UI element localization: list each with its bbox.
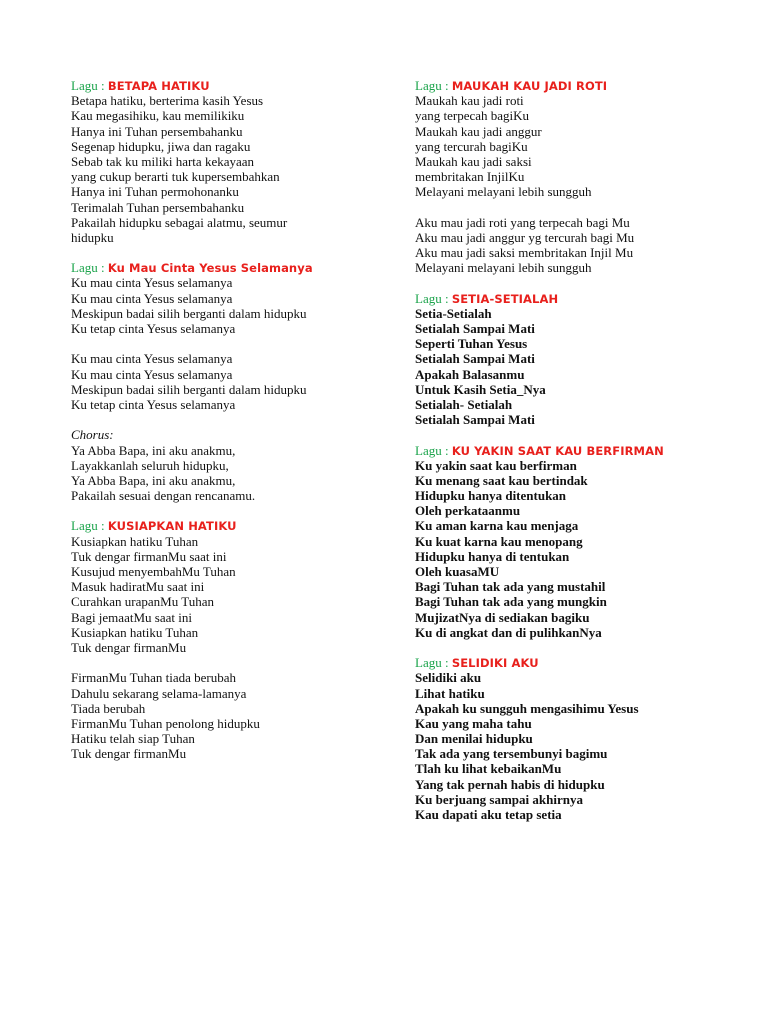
stanza-gap <box>71 336 371 351</box>
song-title <box>415 443 715 458</box>
lyric-line: Ku menang saat kau bertindak <box>415 472 588 488</box>
lyric-line: Ku mau cinta Yesus selamanya <box>71 366 233 382</box>
lyric-line: Ku kuat karna kau menopang <box>415 533 583 549</box>
lyric-line: Hidupku hanya ditentukan <box>415 488 567 504</box>
lyric-line: Oleh perkataanmu <box>415 503 521 519</box>
song-title-prefix: Lagu : <box>71 518 108 534</box>
lyric-line: Oleh kuasaMU <box>415 564 500 579</box>
song-title-prefix: Lagu : <box>415 78 452 93</box>
song-title <box>415 78 715 93</box>
lyric-line: Bagi Tuhan tak ada yang mustahil <box>415 579 606 595</box>
lyric-line: Kau yang maha tahu <box>415 715 532 731</box>
lyric-line: Seperti Tuhan Yesus <box>415 336 528 352</box>
song-title-prefix: Lagu : <box>71 260 108 276</box>
lyric-line: Aku mau jadi roti yang terpecah bagi Mu <box>415 214 630 230</box>
song-title <box>415 655 715 670</box>
lyric-line: Bagi jemaatMu saat ini <box>71 609 192 625</box>
stanza-gap <box>415 200 715 215</box>
lyric-line: Meskipun badai silih berganti dalam hidupku <box>71 305 307 321</box>
lyric-line: Untuk Kasih Setia_Nya <box>415 381 546 397</box>
stanza-gap <box>71 655 371 670</box>
lyric-line: Betapa hatiku, berterima kasih Yesus <box>71 93 264 109</box>
lyric-line: Tuk dengar firmanMu <box>71 746 187 762</box>
lyric-line: Setialah Sampai Mati <box>415 351 535 367</box>
left-column <box>71 78 371 761</box>
lyric-line: FirmanMu Tuhan penolong hidupku <box>71 715 260 731</box>
song-title-prefix: Lagu : <box>415 655 452 671</box>
lyric-line: Pakailah hidupku sebagai alatmu, seumur <box>71 214 288 230</box>
song-gap <box>415 427 715 442</box>
lyric-line: Hanya ini Tuhan permohonanku <box>71 184 239 200</box>
song-title-name: KUSIAPKAN HATIKU <box>107 519 237 534</box>
song-title <box>71 518 371 533</box>
song-title-prefix: Lagu : <box>71 78 108 93</box>
lyric-line: MujizatNya di sediakan bagiku <box>415 609 590 625</box>
lyric-line: Terimalah Tuhan persembahanku <box>71 199 245 215</box>
lyric-line: Dahulu sekarang selama-lamanya <box>71 685 247 701</box>
lyric-line: Kusiapkan hatiku Tuhan <box>71 533 199 549</box>
lyric-line: Apakah Balasanmu <box>415 366 525 382</box>
lyric-line: Tiada berubah <box>71 700 146 716</box>
lyric-line: Tuk dengar firmanMu saat ini <box>71 548 227 564</box>
song-title <box>71 260 371 275</box>
song-gap <box>415 275 715 290</box>
lyric-line: FirmanMu Tuhan tiada berubah <box>71 670 237 686</box>
song-block <box>415 78 715 275</box>
lyric-line: Setialah- Setialah <box>415 396 513 412</box>
right-column <box>415 78 715 822</box>
lyric-line: Apakah ku sungguh mengasihimu Yesus <box>415 700 639 716</box>
lyric-line: Kau megasihiku, kau memilikiku <box>71 108 245 124</box>
lyric-line: Ku mau cinta Yesus selamanya <box>71 275 233 291</box>
song-title-name: KU YAKIN SAAT KAU BERFIRMAN <box>451 443 664 458</box>
lyric-line: Kusujud menyembahMu Tuhan <box>71 564 236 579</box>
lyric-line: Dan menilai hidupku <box>415 731 533 747</box>
stanza-gap <box>71 412 371 427</box>
lyric-line: Melayani melayani lebih sungguh <box>415 260 592 276</box>
song-title-name: SETIA-SETIALAH <box>451 291 559 306</box>
lyric-line: Lihat hatiku <box>415 685 485 701</box>
lyric-line: Tak ada yang tersembunyi bagimu <box>415 746 608 762</box>
lyric-line: Kusiapkan hatiku Tuhan <box>71 624 199 640</box>
lyric-line: Ku tetap cinta Yesus selamanya <box>71 396 236 412</box>
lyric-line: Ku mau cinta Yesus selamanya <box>71 351 233 367</box>
lyric-line: Yang tak pernah habis di hidupku <box>415 776 605 792</box>
lyric-line: Setialah Sampai Mati <box>415 412 535 428</box>
lyric-line: Hanya ini Tuhan persembahanku <box>71 123 243 139</box>
lyric-line: Ya Abba Bapa, ini aku anakmu, <box>71 472 236 488</box>
lyric-line: Aku mau jadi saksi membritakan Injil Mu <box>415 245 634 261</box>
song-block <box>71 78 371 245</box>
lyric-line: Hidupku hanya di tentukan <box>415 548 570 564</box>
lyric-line: Aku mau jadi anggur yg tercurah bagi Mu <box>415 229 635 245</box>
lyric-line: Ku tetap cinta Yesus selamanya <box>71 321 236 336</box>
song-block <box>415 655 715 822</box>
lyric-line: Meskipun badai silih berganti dalam hidupku <box>71 381 307 397</box>
song-title-prefix: Lagu : <box>415 442 452 458</box>
lyric-line: Hatiku telah siap Tuhan <box>71 731 195 747</box>
lyric-line: Segenap hidupku, jiwa dan ragaku <box>71 138 251 154</box>
song-gap <box>415 640 715 655</box>
lyric-line: Maukah kau jadi anggur <box>415 123 542 139</box>
song-block <box>415 291 715 428</box>
lyric-line: yang terpecah bagiKu <box>415 108 530 124</box>
lyric-line: Setialah Sampai Mati <box>415 321 535 336</box>
lyric-line: Maukah kau jadi saksi <box>415 153 532 169</box>
lyric-line: Ya Abba Bapa, ini aku anakmu, <box>71 442 236 458</box>
song-block <box>415 443 715 640</box>
lyric-line: Melayani melayani lebih sungguh <box>415 184 592 200</box>
song-title <box>415 291 715 306</box>
lyric-line: Ku yakin saat kau berfirman <box>415 457 577 473</box>
song-block <box>71 260 371 503</box>
lyric-line: Layakkanlah seluruh hidupku, <box>71 457 229 473</box>
song-title-name: Ku Mau Cinta Yesus Selamanya <box>107 261 313 276</box>
song-title-name: BETAPA HATIKU <box>107 79 210 93</box>
lyric-line: Ku di angkat dan di pulihkanNya <box>415 624 602 640</box>
lyric-line: Sebab tak ku miliki harta kekayaan <box>71 153 255 169</box>
lyric-line: Setia-Setialah <box>415 305 492 321</box>
song-block <box>71 518 371 761</box>
song-title-name: MAUKAH KAU JADI ROTI <box>451 79 608 93</box>
chorus-label: Chorus: <box>71 427 114 443</box>
lyric-line: Ku mau cinta Yesus selamanya <box>71 290 233 306</box>
song-gap <box>71 245 371 260</box>
lyric-line: Tlah ku lihat kebaikanMu <box>415 761 562 777</box>
lyric-line: Ku aman karna kau menjaga <box>415 518 579 534</box>
song-gap <box>71 503 371 518</box>
song-title-name: SELIDIKI AKU <box>451 656 539 671</box>
lyric-line: Kau dapati aku tetap setia <box>415 807 562 822</box>
lyric-line: yang cukup berarti tuk kupersembahkan <box>71 169 280 185</box>
song-title <box>71 78 371 93</box>
lyric-line: Masuk hadiratMu saat ini <box>71 579 205 595</box>
lyric-line: Tuk dengar firmanMu <box>71 639 187 655</box>
lyric-line: Bagi Tuhan tak ada yang mungkin <box>415 594 607 610</box>
lyric-line: Curahkan urapanMu Tuhan <box>71 594 214 610</box>
lyric-line: Pakailah sesuai dengan rencanamu. <box>71 488 256 504</box>
lyric-line: Ku berjuang sampai akhirnya <box>415 791 583 807</box>
lyric-line: hidupku <box>71 229 114 245</box>
lyric-line: Maukah kau jadi roti <box>415 93 524 109</box>
lyric-line: membritakan InjilKu <box>415 169 525 185</box>
lyric-line: Selidiki aku <box>415 670 482 686</box>
lyric-line: yang tercurah bagiKu <box>415 138 528 154</box>
song-title-prefix: Lagu : <box>415 290 452 306</box>
